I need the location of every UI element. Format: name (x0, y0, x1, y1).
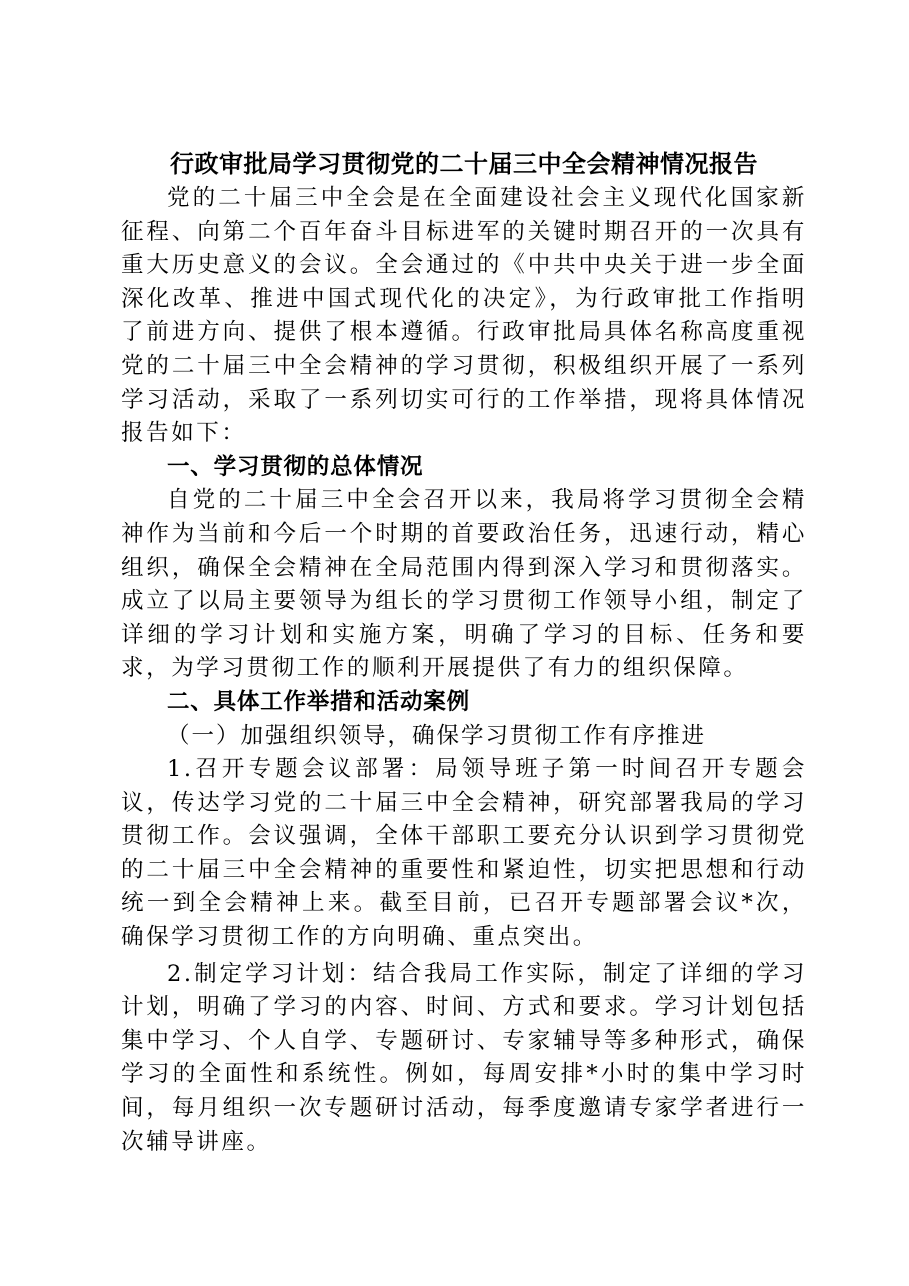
section-overall-paragraph: 自党的二十届三中全会召开以来，我局将学习贯彻全会精神作为当前和今后一个时期的首要政治任务，迅速行动，精心组织，确保全会精神在全局范围内得到深入学习和贯彻落实。成立了以局主要领导为组长的学习贯彻工作领导小组，制定了详细的学习计划和实施方案，明确了学习的目标、任务和要求，为学习贯彻工作的顺利开展提供了有力的组织保障。 (121, 487, 807, 682)
intro-paragraph: 党的二十届三中全会是在全面建设社会主义现代化国家新征程、向第二个百年奋斗目标进军的关键时期召开的一次具有重大历史意义的会议。全会通过的《中共中央关于进一步全面深化改革、推进中国式现代化的决定》，为行政审批工作指明了前进方向、提供了根本遵循。行政审批局具体名称高度重视党的二十届三中全会精神的学习贯彻，积极组织开展了一系列学习活动，采取了一系列切实可行的工作举措，现将具体情况报告如下： (121, 185, 807, 447)
document-body (121, 146, 807, 1159)
section-heading-overall: 一、学习贯彻的总体情况 (167, 453, 424, 480)
item-paragraph-plan: 2.制定学习计划：结合我局工作实际，制定了详细的学习计划，明确了学习的内容、时间、方式和要求。学习计划包括集中学习、个人自学、专题研讨、专家辅导等多种形式，确保学习的全面性和系统性。例如，每周安排*小时的集中学习时间，每月组织一次专题研讨活动，每季度邀请专家学者进行一次辅导讲座。 (121, 960, 807, 1155)
item-paragraph-meeting: 1.召开专题会议部署：局领导班子第一时间召开专题会议，传达学习党的二十届三中全会精神，研究部署我局的学习贯彻工作。会议强调，全体干部职工要充分认识到学习贯彻党的二十届三中全会精神的重要性和紧迫性，切实把思想和行动统一到全会精神上来。截至目前，已召开专题部署会议*次，确保学习贯彻工作的方向明确、重点突出。 (121, 756, 807, 951)
section-heading-measures: 二、具体工作举措和活动案例 (167, 688, 470, 715)
document-title: 行政审批局学习贯彻党的二十届三中全会精神情况报告 (170, 149, 758, 178)
subsection-heading-leadership: （一）加强组织领导，确保学习贯彻工作有序推进 (167, 722, 707, 749)
